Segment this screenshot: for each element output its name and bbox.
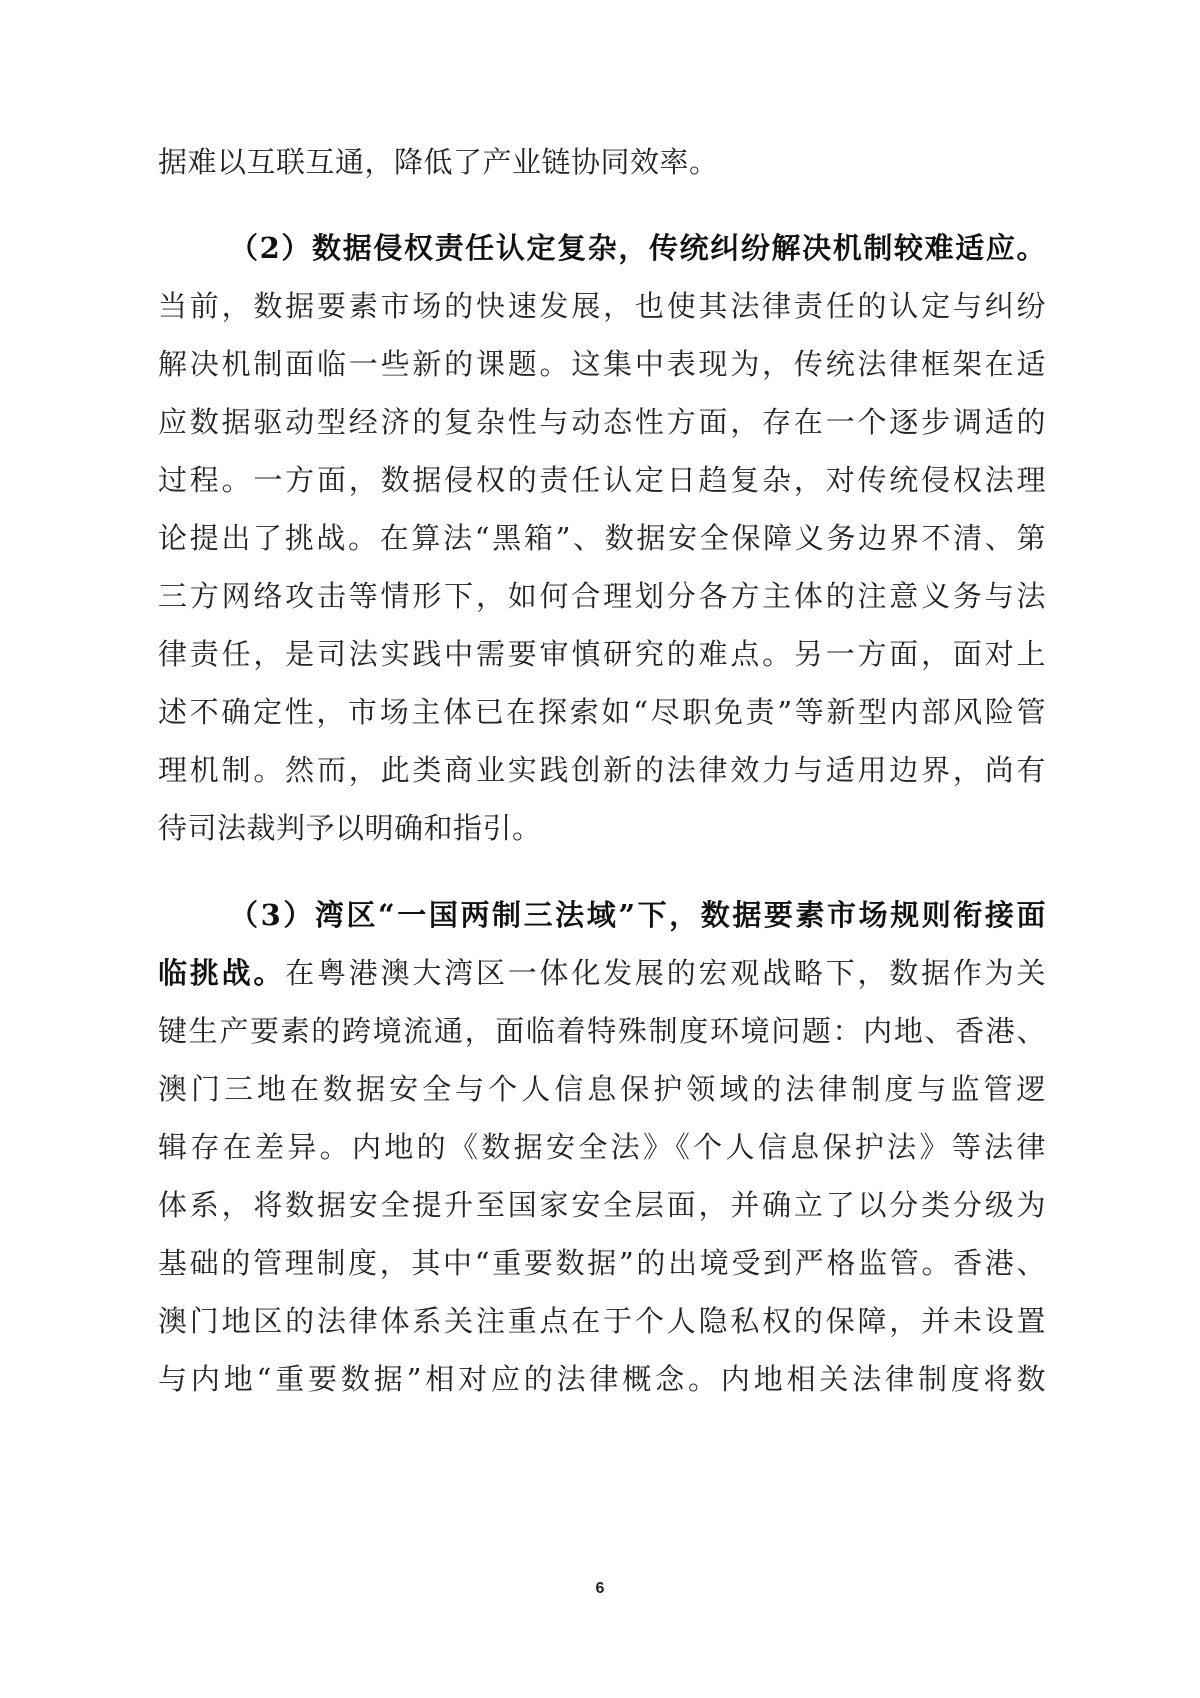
section-heading-3: （3）湾区“一国两制三法域”下，数据要素市场规则衔接面 — [229, 898, 1046, 932]
paragraph-line: 论提出了挑战。在算法“黑箱”、数据安全保障义务边界不清、第 — [158, 521, 1046, 555]
paragraph-line — [158, 948, 1046, 998]
section-heading-2: （2）数据侵权责任认定复杂，传统纠纷解决机制较难适应。 — [229, 231, 1046, 265]
paragraph-line: 解决机制面临一些新的课题。这集中表现为，传统法律框架在适 — [158, 347, 1046, 381]
paragraph-line: 澳门地区的法律体系关注重点在于个人隐私权的保障，并未设置 — [158, 1304, 1046, 1338]
paragraph-line: 与内地“重要数据”相对应的法律概念。内地相关法律制度将数 — [158, 1362, 1046, 1396]
paragraph-line: 三方网络攻击等情形下，如何合理划分各方主体的注意义务与法 — [158, 579, 1046, 613]
paragraph-line: 过程。一方面，数据侵权的责任认定日趋复杂，对传统侵权法理 — [158, 463, 1046, 497]
paragraph-text: 在粤港澳大湾区一体化发展的宏观战略下，数据作为关 — [285, 956, 1046, 990]
paragraph-line: 据难以互联互通，降低了产业链协同效率。 — [158, 145, 719, 179]
paragraph-line: 理机制。然而，此类商业实践创新的法律效力与适用边界，尚有 — [158, 753, 1046, 787]
page-number: 6 — [595, 1580, 605, 1597]
paragraph-line: 述不确定性，市场主体已在探索如“尽职免责”等新型内部风险管 — [158, 695, 1046, 729]
paragraph-line: 辑存在差异。内地的《数据安全法》《个人信息保护法》等法律 — [158, 1130, 1046, 1164]
paragraph-line: 当前，数据要素市场的快速发展，也使其法律责任的认定与纠纷 — [158, 289, 1046, 323]
paragraph-line: 应数据驱动型经济的复杂性与动态性方面，存在一个逐步调适的 — [158, 405, 1046, 439]
paragraph-line: 律责任，是司法实践中需要审慎研究的难点。另一方面，面对上 — [158, 637, 1046, 671]
paragraph-line: 澳门三地在数据安全与个人信息保护领域的法律制度与监管逻 — [158, 1072, 1046, 1106]
paragraph-line: 基础的管理制度，其中“重要数据”的出境受到严格监管。香港、 — [158, 1246, 1046, 1280]
section-heading-3-continued: 临挑战。 — [158, 956, 286, 990]
paragraph-line: 体系，将数据安全提升至国家安全层面，并确立了以分类分级为 — [158, 1188, 1046, 1222]
paragraph-line: 待司法裁判予以明确和指引。 — [158, 811, 542, 845]
paragraph-line: 键生产要素的跨境流通，面临着特殊制度环境问题：内地、香港、 — [158, 1014, 1046, 1048]
